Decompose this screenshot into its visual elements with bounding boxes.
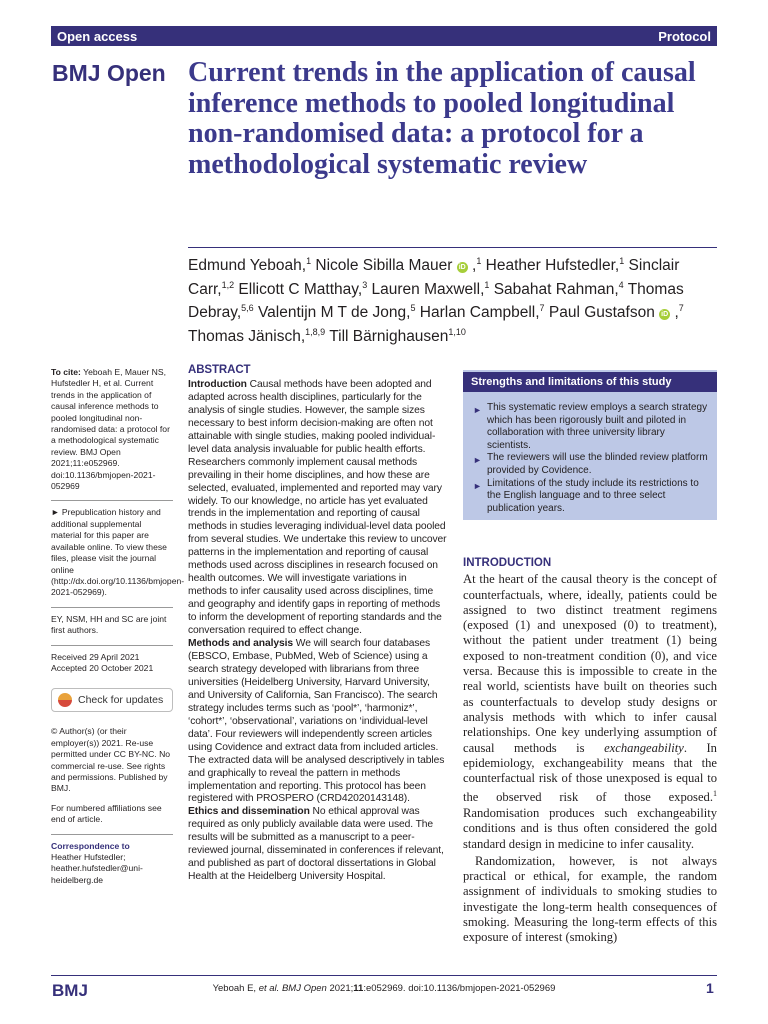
bullet-triangle-icon: ► xyxy=(473,455,482,466)
reference-marker[interactable]: 1 xyxy=(713,789,717,799)
affiliation-marker: 1 xyxy=(306,256,312,266)
citation-block xyxy=(51,367,173,492)
abstract-methods-text: We will search four databases (EBSCO, Embase, PubMed, Web of Science) using a search strategy developed with librarians from three universities (Heidelberg University, Harvard University, and University of California, San Francisco). The search strategy includes terms such as ‘pool*’, ‘harmoniz*’, ‘cohort*’, ‘observational’, variations on ‘individual-level data’. Four reviewers will independently screen articles using Covidence and extract data from included articles. The extracted data will be analysed descriptively in tables and graphically to reveal the pattern in methods implementation and reporting. This protocol has been registered with PROSPERO (CRD42020143148). xyxy=(188,638,445,805)
introduction-section xyxy=(463,556,717,946)
affiliation-marker: 1,10 xyxy=(448,326,466,337)
author-name: Sabahat Rahman, xyxy=(493,280,619,298)
emphasis-term: exchangeability xyxy=(604,740,684,755)
affiliation-marker: 1,8,9 xyxy=(305,326,326,337)
sidebar-divider xyxy=(51,500,173,501)
journal-brand: BMJ Open xyxy=(52,60,166,86)
author-name: Ellicott C Matthay, xyxy=(238,280,363,298)
affiliation-marker: 5,6 xyxy=(241,303,254,314)
author-list: Edmund Yeboah,$^1$ Nicole Sibilla Mauer iD ,$^1$ Heather Hufstedler,$^1$ Sinclair Carr,$^{1,2}$ Ellicott C Matthay,$^3$ Lauren Maxwell,$^1$ Sabahat Rahman,$^4$ Thomas Debray,$^{5,6}$ Valentijn M T de Jong,$^5$ Harlan Campbell,$^7$ Paul Gustafson iD ,$^7$ Thomas Jänisch,$^{1,8,9}$ Till Bärnighausen$^{1,10}$ xyxy=(188,256,684,346)
sidebar-divider xyxy=(51,607,173,608)
author-name: Heather Hufstedler, xyxy=(485,257,620,275)
footer-citation xyxy=(0,983,768,994)
footer-divider xyxy=(51,975,717,976)
correspondence-email[interactable]: heather.hufstedler@uni-heidelberg.de xyxy=(51,863,143,885)
list-item-text: This systematic review employs a search strategy which has been rigorously built and piloted in collaboration with three university library scientists. xyxy=(487,402,708,451)
orcid-icon[interactable]: iD xyxy=(661,311,669,319)
affiliation-marker: 1 xyxy=(476,256,482,266)
correspondence-heading: Correspondence to xyxy=(51,840,130,851)
abstract-methods xyxy=(188,638,448,806)
footer-cite-journal: . BMJ Open xyxy=(276,983,327,994)
abstract-introduction xyxy=(188,379,448,638)
abstract-heading: ABSTRACT xyxy=(188,364,251,376)
sidebar xyxy=(51,367,185,886)
author-name: Lauren Maxwell, xyxy=(371,280,485,298)
joint-authors-note: EY, NSM, HH and SC are joint first authors. xyxy=(51,613,167,636)
bullet-triangle-icon: ► xyxy=(473,405,482,415)
check-for-updates-button[interactable] xyxy=(51,688,173,712)
affiliation-marker: 4 xyxy=(618,279,624,290)
abstract-ethics-label: Ethics and dissemination xyxy=(188,806,310,818)
correspondence-name: Heather Hufstedler; xyxy=(51,852,126,862)
author-name: Thomas Jänisch, xyxy=(188,328,306,346)
strengths-heading: Strengths and limitations of this study xyxy=(463,372,717,392)
affiliation-marker: 5 xyxy=(410,303,416,314)
article-title: Current trends in the application of causal inference methods to pooled longitudinal non-randomised data: a protocol for a methodological systematic review xyxy=(188,57,696,180)
abstract-ethics xyxy=(188,806,448,884)
paragraph-text: . In epidemiology, exchangeability means that the counterfactual risk of those unexposed is equal to the observed risk of those exposed. xyxy=(463,740,717,805)
affiliation-marker: 1,2 xyxy=(221,279,235,290)
affiliation-marker: 1 xyxy=(484,279,490,290)
orcid-icon[interactable]: iD xyxy=(458,264,466,272)
top-banner xyxy=(51,26,717,46)
affiliation-marker: 3 xyxy=(362,279,368,290)
cite-label: To cite: xyxy=(51,367,81,377)
author-name: Paul Gustafson xyxy=(548,304,655,322)
crossmark-icon xyxy=(58,693,72,707)
author-name: Sinclair Carr, xyxy=(188,257,680,298)
author-name: Till Bärnighausen xyxy=(329,328,449,346)
copyright-note: © Author(s) (or their employer(s)) 2021. Re-use permitted under CC BY-NC. No commercial re-use. See rights and permissions. Published by BMJ. xyxy=(51,726,171,794)
affiliation-marker: 7 xyxy=(539,303,545,314)
affiliation-marker: 1 xyxy=(619,256,625,266)
introduction-heading: INTRODUCTION xyxy=(463,557,552,569)
strengths-limitations-box xyxy=(463,370,717,520)
abstract-ethics-text: No ethical approval was required as only publicly available data were used. The results will be submitted as a manuscript to a peer-reviewed journal, disseminated in conferences if relevant, and published as part of doctoral dissertations in Global Health at the Heidelberg University Hospital. xyxy=(188,806,444,883)
footer-cite-year: 2021; xyxy=(326,983,354,994)
cite-text: Yeboah E, Mauer NS, Hufstedler H, et al. Current trends in the application of causal inference methods to pooled longitudinal non-randomised data: a protocol for a methodological systematic review. BMJ Open 2021;11:e052969. doi:10.1136/bmjopen-2021-052969 xyxy=(51,367,170,492)
list-item-text: The reviewers will use the blinded review platform provided by Covidence. xyxy=(487,452,708,476)
correspondence-block xyxy=(51,841,173,887)
author-name: Harlan Campbell, xyxy=(419,304,540,322)
received-date: Received 29 April 2021 xyxy=(51,651,140,662)
author-name: Valentijn M T de Jong, xyxy=(257,304,411,322)
article-type-label: Protocol xyxy=(658,28,711,44)
list-item-text: Limitations of the study include its restrictions to the English language and to three select publication years. xyxy=(487,477,699,514)
sidebar-divider xyxy=(51,645,173,646)
abstract xyxy=(188,364,448,884)
author-name: Edmund Yeboah, xyxy=(188,257,307,275)
footer-cite-text: Yeboah E, xyxy=(212,983,259,994)
bmj-logo: BMJ xyxy=(52,981,88,1000)
introduction-paragraph: Randomization, however, is not always practical or ethical, for example, the random assignment of individuals to smoking studies to investigate the long-term health consequences of smoking. Measuring the long-term effects of this exposure of interest (smoking) xyxy=(463,853,717,945)
footer-cite-doi: :e052969. doi:10.1136/bmjopen-2021-052969 xyxy=(363,983,556,994)
affiliation-marker: 7 xyxy=(678,303,684,314)
affiliations-note: For numbered affiliations see end of article. xyxy=(51,802,162,825)
list-item xyxy=(473,478,709,516)
page-number: 1 xyxy=(706,980,714,996)
strengths-list xyxy=(473,402,709,515)
title-divider xyxy=(188,247,717,248)
paragraph-text: At the heart of the causal theory is the concept of counterfactuals, where, ideally, patients could be assigned to two distinct treatment regimens (exposed (1) and unexposed (0) to treatment), without the patient under treatment (1) being exposed to non-treatment condition (0), and vice versa. Because this is impossible to create in the real world, scientists have built on theories such as counterfactuals to develop study designs or analysis methods with which to infer causal relationships. One key underlying assumption of causal methods is xyxy=(463,572,717,755)
prepub-note[interactable]: ► Prepublication history and additional supplemental material for this paper are available online. To view these files, please visit the journal online (http://dx.doi.org/10.1136/bmjopen-2021-052969). xyxy=(51,507,185,598)
footer-cite-volume: 11 xyxy=(353,983,364,994)
list-item xyxy=(473,402,709,452)
abstract-methods-label: Methods and analysis xyxy=(188,638,294,650)
bullet-triangle-icon: ► xyxy=(473,480,482,491)
list-item xyxy=(473,452,709,477)
check-updates-label: Check for updates xyxy=(78,693,164,706)
abstract-intro-text: Causal methods have been adopted and adapted across health disciplines, particularly for the analysis of single studies. However, the sample sizes necessary to best inform decision-making are often not attainable with single studies, making pooled individual-level data analysis invaluable for public health efforts. Researchers commonly implement causal methods prevailing in their home disciplines, and how these are selected, evaluated, implemented and reported may vary widely. To our knowledge, no article has yet evaluated trends in the implementation and reporting of causal methods in studies leveraging individual-level data pooled from several studies. We undertake this review to uncover patterns in the implementation and reporting of causal methods used across disciplines in research focused on health outcomes. We will investigate variations in methods to infer causality used across disciplines, time and geography and identify gaps in reporting of methods to inform the development of reporting standards and the conversation required to effect change. xyxy=(188,378,447,637)
accepted-date: Accepted 20 October 2021 xyxy=(51,662,154,673)
footer-cite-etal: et al xyxy=(258,983,277,994)
open-access-label: Open access xyxy=(57,28,138,44)
abstract-intro-label: Introduction xyxy=(188,378,247,390)
author-name: Thomas Debray, xyxy=(188,280,684,322)
paragraph-text: Randomisation produces such exchangeability conditions and is thus often considered the gold standard design in medicine to infer causality. xyxy=(463,805,717,851)
introduction-paragraph xyxy=(463,572,717,852)
sidebar-divider xyxy=(51,834,173,835)
author-name: Nicole Sibilla Mauer xyxy=(315,257,453,275)
